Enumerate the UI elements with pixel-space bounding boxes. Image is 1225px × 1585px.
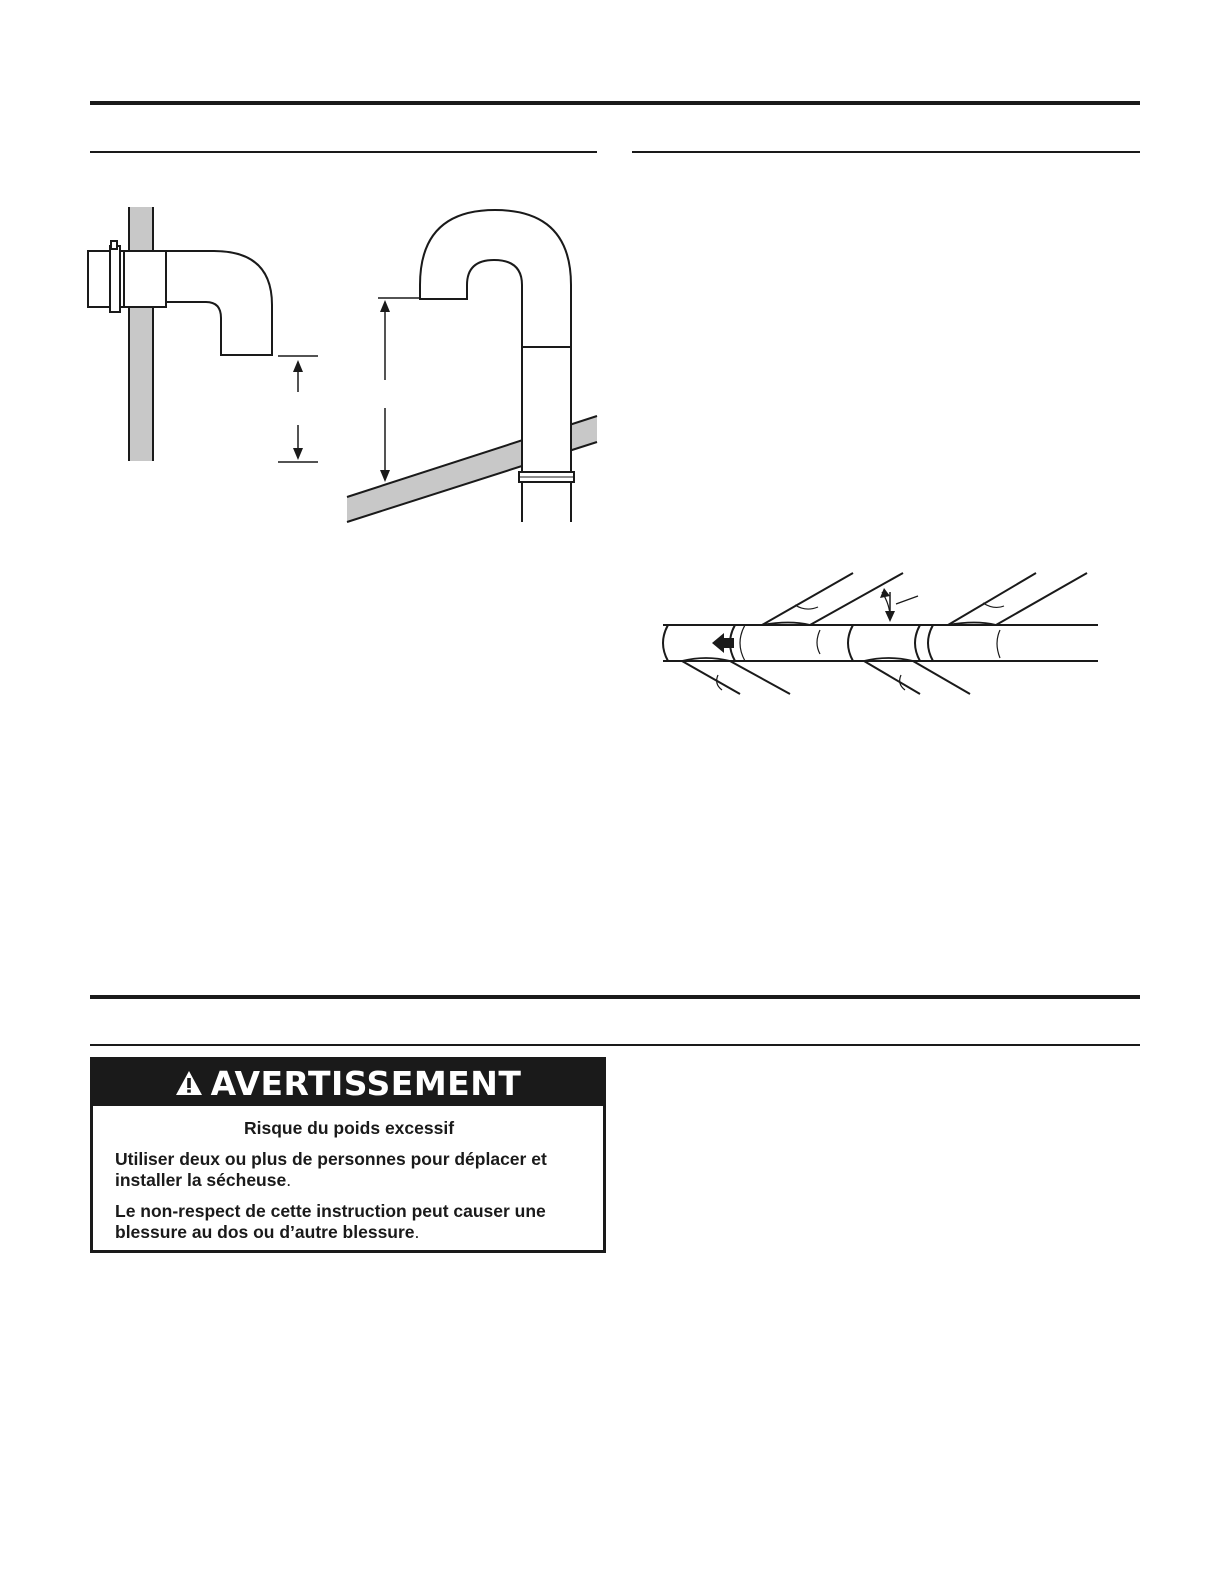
vent-elbow xyxy=(166,251,272,355)
roof-pipe xyxy=(522,347,571,472)
warning-subtitle: Risque du poids excessif xyxy=(243,1118,455,1138)
warning-header xyxy=(93,1060,603,1106)
bottom-section-rule xyxy=(90,995,1140,999)
left-column-rule xyxy=(90,151,597,153)
warning-box xyxy=(90,1057,606,1253)
warning-triangle-icon xyxy=(175,1070,203,1096)
pipe-clamp xyxy=(110,246,120,312)
warning-title: AVERTISSEMENT xyxy=(210,1063,522,1103)
warning-instruction: Utiliser deux ou plus de personnes pour déplacer et installer la sécheuse. xyxy=(115,1149,547,1190)
wall-pipe xyxy=(88,251,166,307)
right-column-rule xyxy=(632,151,1140,153)
duct-joint-figure xyxy=(655,565,1105,705)
warning-consequence: Le non-respect de cette instruction peut causer une blessure au dos ou d’autre blessure. xyxy=(115,1201,546,1242)
gooseneck-hood xyxy=(420,210,571,347)
bottom-subsection-rule xyxy=(90,1044,1140,1046)
top-section-rule xyxy=(90,101,1140,105)
vent-height-figure xyxy=(80,200,610,530)
warning-body xyxy=(93,1106,603,1243)
wall-section xyxy=(129,207,153,461)
